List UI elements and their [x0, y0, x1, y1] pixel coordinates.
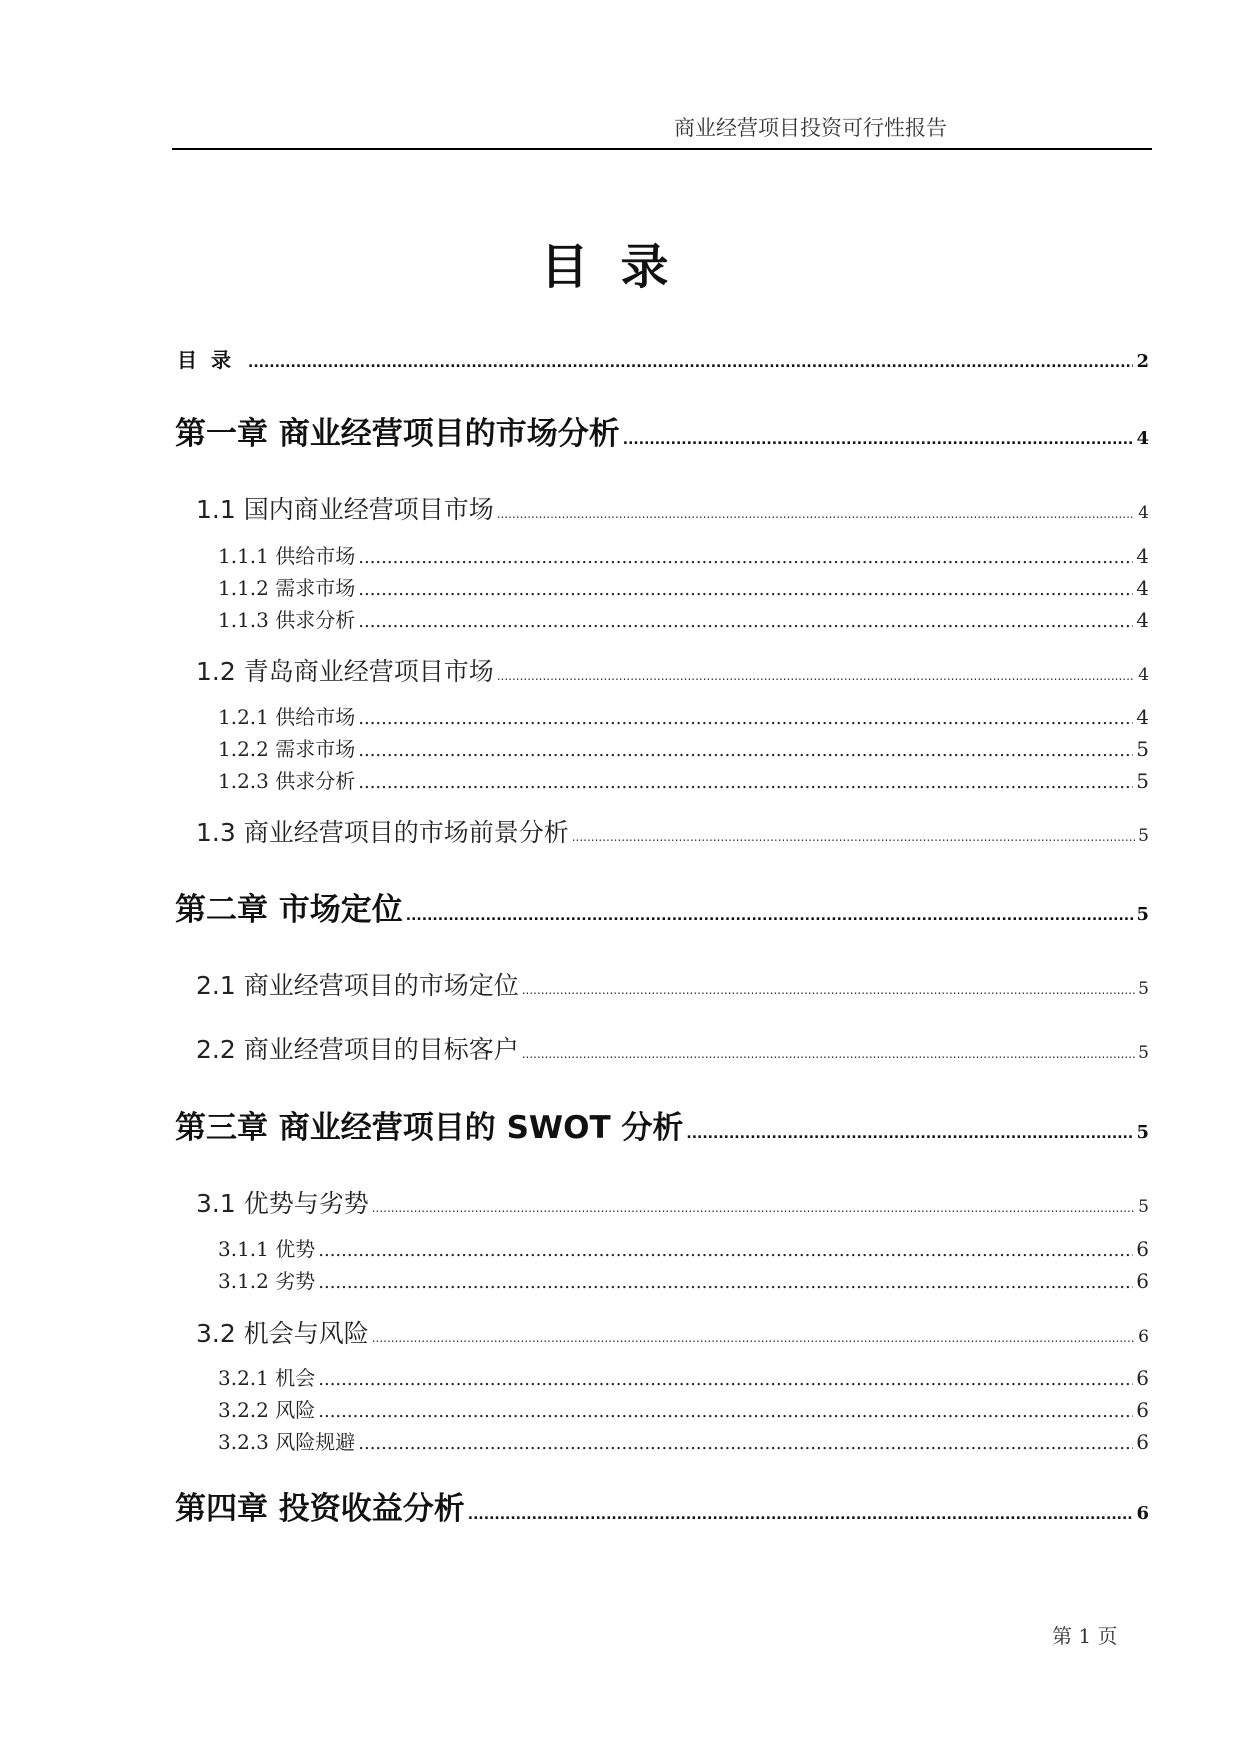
toc-entry-page: 4: [1136, 705, 1149, 729]
toc-leader-dots: [358, 740, 1133, 761]
toc-leader-dots: [358, 547, 1133, 568]
toc-leader-dots: [318, 1272, 1133, 1293]
toc-entry-label: 1.2.3 供求分析: [218, 769, 356, 793]
toc-entry-page: 2: [1136, 351, 1149, 372]
toc-entry-page: 4: [1138, 503, 1149, 523]
toc-entry[interactable]: [196, 652, 1149, 688]
toc-leader-dots: [358, 611, 1133, 632]
toc-entry-page: 6: [1138, 1327, 1149, 1347]
toc-entry[interactable]: [175, 1102, 1149, 1147]
toc-leader-dots: [372, 1201, 1135, 1215]
toc-entry-label: 第一章 商业经营项目的市场分析: [175, 416, 620, 452]
toc-entry[interactable]: [177, 344, 1149, 373]
toc-entry[interactable]: [196, 813, 1149, 849]
toc-entry-page: 5: [1138, 826, 1149, 846]
toc-entry-label: 2.1 商业经营项目的市场定位: [196, 971, 519, 1000]
toc-entry-label: 1.2.1 供给市场: [218, 705, 356, 729]
toc-entry-label: 3.2 机会与风险: [196, 1319, 369, 1348]
toc-entry[interactable]: [196, 1030, 1149, 1066]
toc-entry-label: 第二章 市场定位: [175, 892, 403, 928]
toc-entry[interactable]: [218, 765, 1149, 794]
toc-leader-dots: [497, 507, 1135, 521]
toc-entry[interactable]: [218, 1362, 1149, 1391]
toc-leader-dots: [358, 772, 1133, 793]
toc-entry[interactable]: [218, 540, 1149, 569]
toc-leader-dots: [497, 669, 1135, 683]
toc-entry[interactable]: [218, 572, 1149, 601]
toc-entry-label: 3.1 优势与劣势: [196, 1189, 369, 1218]
toc-entry[interactable]: [218, 604, 1149, 633]
toc-entry-page: 4: [1136, 544, 1149, 568]
toc-entry[interactable]: [196, 1314, 1149, 1350]
header-title: 商业经营项目投资可行性报告: [674, 116, 947, 140]
toc-entry-page: 5: [1136, 904, 1149, 925]
toc-entry-label: 1.2.2 需求市场: [218, 737, 356, 761]
toc-entry-page: 6: [1136, 1269, 1149, 1293]
toc-entry-page: 4: [1136, 576, 1149, 600]
toc-entry-page: 4: [1136, 428, 1149, 449]
toc-entry[interactable]: [196, 490, 1149, 526]
toc-entry-page: 5: [1138, 979, 1149, 999]
toc-entry-label: 1.3 商业经营项目的市场前景分析: [196, 818, 569, 847]
toc-entry-label: 目录: [177, 348, 245, 372]
toc-entry[interactable]: [196, 1184, 1149, 1220]
toc-entry-page: 6: [1136, 1503, 1149, 1524]
toc-entry[interactable]: [175, 1483, 1149, 1528]
toc-entry-label: 第三章 商业经营项目的 SWOT 分析: [175, 1110, 684, 1146]
toc-leader-dots: [318, 1240, 1133, 1261]
toc-entry[interactable]: [175, 884, 1149, 929]
toc-entry[interactable]: [218, 1265, 1149, 1294]
page-number-footer: 第 1 页: [1052, 1624, 1118, 1648]
toc-leader-dots: [686, 1126, 1133, 1142]
toc-entry-page: 5: [1136, 1122, 1149, 1143]
page-title: 目录: [540, 239, 701, 295]
running-header: [172, 112, 1152, 150]
toc-entry-label: 3.2.3 风险规避: [218, 1430, 356, 1454]
toc-entry[interactable]: [218, 701, 1149, 730]
toc-leader-dots: [358, 579, 1133, 600]
toc-entry[interactable]: [218, 1394, 1149, 1423]
toc-entry[interactable]: [218, 733, 1149, 762]
toc-entry-page: 5: [1136, 737, 1149, 761]
toc-entry-label: 第四章 投资收益分析: [175, 1491, 465, 1527]
toc-entry-page: 6: [1136, 1366, 1149, 1390]
toc-leader-dots: [522, 1047, 1135, 1061]
toc-leader-dots: [358, 708, 1133, 729]
toc-leader-dots: [406, 908, 1134, 924]
toc-entry-label: 1.1.1 供给市场: [218, 544, 356, 568]
toc-entry-label: 1.2 青岛商业经营项目市场: [196, 657, 494, 686]
toc-entry[interactable]: [218, 1233, 1149, 1262]
toc-entry-label: 3.2.1 机会: [218, 1366, 316, 1390]
toc-leader-dots: [468, 1507, 1134, 1523]
toc-entry-label: 1.1.2 需求市场: [218, 576, 356, 600]
toc-leader-dots: [372, 1331, 1135, 1345]
toc-entry-label: 3.1.2 劣势: [218, 1269, 316, 1293]
toc-entry-label: 3.2.2 风险: [218, 1398, 316, 1422]
toc-entry-page: 4: [1138, 665, 1149, 685]
toc-leader-dots: [318, 1369, 1133, 1390]
toc-entry-page: 5: [1136, 769, 1149, 793]
toc-entry[interactable]: [218, 1426, 1149, 1455]
toc-leader-dots: [522, 983, 1135, 997]
toc-entry-page: 6: [1136, 1237, 1149, 1261]
toc-entry-page: 5: [1138, 1197, 1149, 1217]
toc-leader-dots: [572, 830, 1135, 844]
toc-entry-page: 5: [1138, 1043, 1149, 1063]
toc-leader-dots: [248, 355, 1133, 371]
toc-entry-page: 6: [1136, 1430, 1149, 1454]
toc-entry-label: 1.1 国内商业经营项目市场: [196, 495, 494, 524]
toc-entry[interactable]: [196, 966, 1149, 1002]
toc-entry-page: 6: [1136, 1398, 1149, 1422]
toc-entry-label: 1.1.3 供求分析: [218, 608, 356, 632]
toc-leader-dots: [318, 1401, 1133, 1422]
toc-leader-dots: [623, 432, 1134, 448]
toc-entry-label: 3.1.1 优势: [218, 1237, 316, 1261]
toc-entry-page: 4: [1136, 608, 1149, 632]
toc-leader-dots: [358, 1433, 1133, 1454]
toc-entry[interactable]: [175, 408, 1149, 453]
toc-entry-label: 2.2 商业经营项目的目标客户: [196, 1035, 519, 1064]
